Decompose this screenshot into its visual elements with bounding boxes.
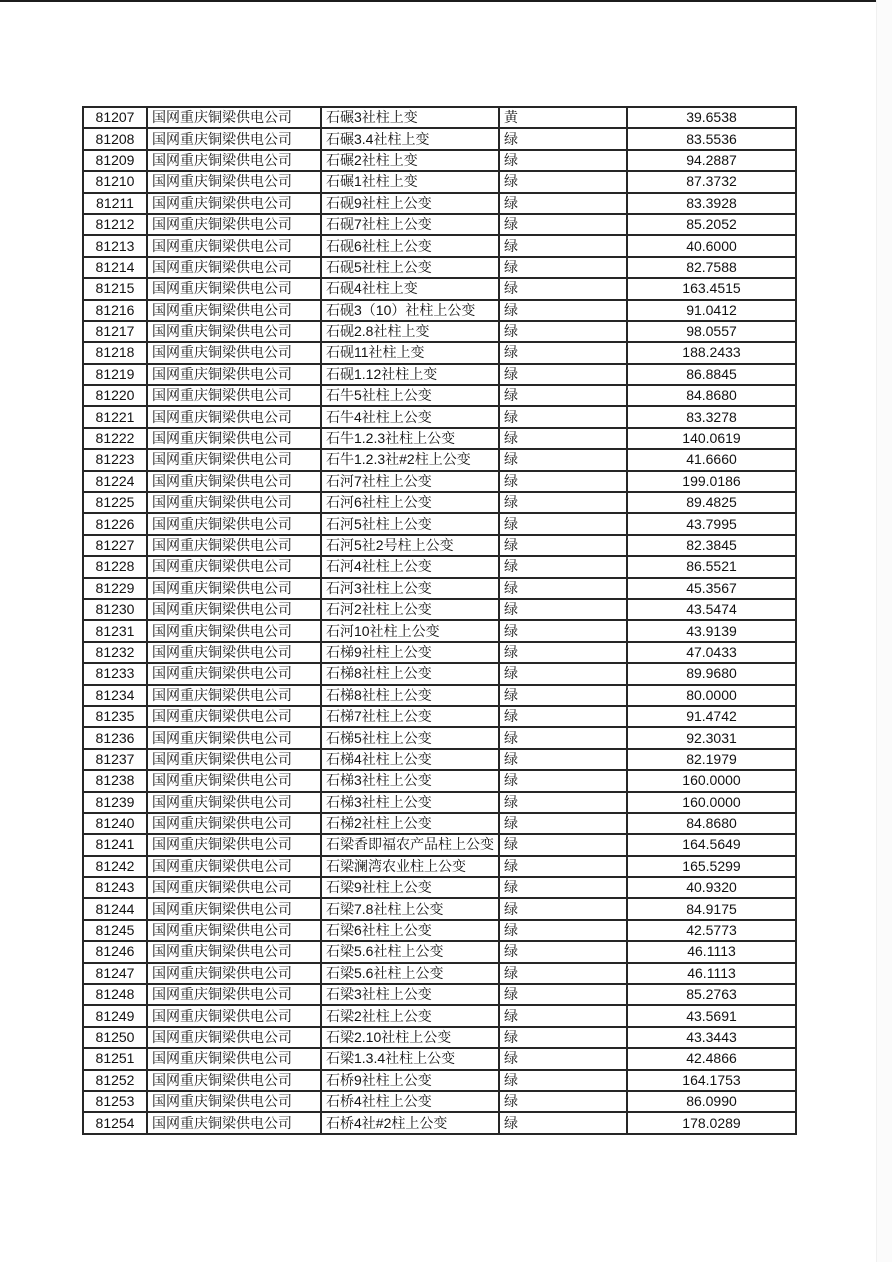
- table-row: [83, 556, 796, 577]
- table-row: [83, 513, 796, 534]
- cell-value: 86.8845: [627, 364, 796, 385]
- cell-company: 国网重庆铜梁供电公司: [147, 834, 321, 855]
- cell-transformer-name: 石砚7社柱上公变: [321, 214, 499, 235]
- table-row: [83, 1027, 796, 1048]
- cell-row-id: 81211: [83, 193, 147, 214]
- cell-row-id: 81224: [83, 471, 147, 492]
- cell-status: 绿: [499, 663, 627, 684]
- cell-company: 国网重庆铜梁供电公司: [147, 556, 321, 577]
- cell-row-id: 81246: [83, 941, 147, 962]
- cell-status: 绿: [499, 1027, 627, 1048]
- cell-status: 绿: [499, 513, 627, 534]
- cell-company: 国网重庆铜梁供电公司: [147, 150, 321, 171]
- cell-transformer-name: 石碾3社柱上变: [321, 107, 499, 128]
- cell-company: 国网重庆铜梁供电公司: [147, 898, 321, 919]
- cell-status: 绿: [499, 471, 627, 492]
- cell-transformer-name: 石桥9社柱上公变: [321, 1070, 499, 1091]
- cell-status: 绿: [499, 1048, 627, 1069]
- cell-company: 国网重庆铜梁供电公司: [147, 471, 321, 492]
- table-row: [83, 235, 796, 256]
- cell-company: 国网重庆铜梁供电公司: [147, 235, 321, 256]
- cell-company: 国网重庆铜梁供电公司: [147, 941, 321, 962]
- cell-value: 85.2052: [627, 214, 796, 235]
- cell-transformer-name: 石梯8社柱上公变: [321, 685, 499, 706]
- table-body: [83, 107, 796, 1134]
- table-row: [83, 257, 796, 278]
- cell-transformer-name: 石梯7社柱上公变: [321, 706, 499, 727]
- table-row: [83, 150, 796, 171]
- cell-value: 91.4742: [627, 706, 796, 727]
- cell-row-id: 81217: [83, 321, 147, 342]
- table-row: [83, 685, 796, 706]
- cell-row-id: 81223: [83, 449, 147, 470]
- cell-value: 199.0186: [627, 471, 796, 492]
- cell-transformer-name: 石砚6社柱上公变: [321, 235, 499, 256]
- cell-value: 45.3567: [627, 578, 796, 599]
- cell-transformer-name: 石桥4社柱上公变: [321, 1091, 499, 1112]
- cell-value: 85.2763: [627, 984, 796, 1005]
- cell-transformer-name: 石梁2.10社柱上公变: [321, 1027, 499, 1048]
- cell-transformer-name: 石梯9社柱上公变: [321, 642, 499, 663]
- cell-row-id: 81250: [83, 1027, 147, 1048]
- cell-transformer-name: 石河3社柱上公变: [321, 578, 499, 599]
- table-row: [83, 856, 796, 877]
- cell-transformer-name: 石河7社柱上公变: [321, 471, 499, 492]
- cell-transformer-name: 石碾1社柱上变: [321, 171, 499, 192]
- cell-value: 86.0990: [627, 1091, 796, 1112]
- cell-company: 国网重庆铜梁供电公司: [147, 1005, 321, 1026]
- cell-transformer-name: 石梁5.6社柱上公变: [321, 941, 499, 962]
- cell-company: 国网重庆铜梁供电公司: [147, 663, 321, 684]
- table-row: [83, 642, 796, 663]
- cell-transformer-name: 石砚5社柱上公变: [321, 257, 499, 278]
- cell-value: 163.4515: [627, 278, 796, 299]
- page-right-edge: [876, 0, 892, 1262]
- cell-transformer-name: 石碾2社柱上变: [321, 150, 499, 171]
- cell-row-id: 81247: [83, 963, 147, 984]
- cell-status: 绿: [499, 1112, 627, 1133]
- table-row: [83, 663, 796, 684]
- cell-company: 国网重庆铜梁供电公司: [147, 963, 321, 984]
- cell-transformer-name: 石梁5.6社柱上公变: [321, 963, 499, 984]
- cell-row-id: 81209: [83, 150, 147, 171]
- table-row: [83, 920, 796, 941]
- cell-row-id: 81215: [83, 278, 147, 299]
- table-row: [83, 1112, 796, 1133]
- cell-row-id: 81227: [83, 535, 147, 556]
- table-row: [83, 107, 796, 128]
- cell-company: 国网重庆铜梁供电公司: [147, 578, 321, 599]
- cell-row-id: 81218: [83, 342, 147, 363]
- cell-row-id: 81245: [83, 920, 147, 941]
- cell-company: 国网重庆铜梁供电公司: [147, 278, 321, 299]
- cell-status: 绿: [499, 278, 627, 299]
- table-row: [83, 193, 796, 214]
- cell-row-id: 81221: [83, 406, 147, 427]
- cell-row-id: 81253: [83, 1091, 147, 1112]
- cell-value: 89.9680: [627, 663, 796, 684]
- cell-transformer-name: 石梁香即福农产品柱上公变: [321, 834, 499, 855]
- cell-value: 80.0000: [627, 685, 796, 706]
- table-row: [83, 300, 796, 321]
- cell-transformer-name: 石砚11社柱上变: [321, 342, 499, 363]
- cell-value: 46.1113: [627, 963, 796, 984]
- table-row: [83, 471, 796, 492]
- table-row: [83, 342, 796, 363]
- table-row: [83, 278, 796, 299]
- cell-value: 40.9320: [627, 877, 796, 898]
- cell-row-id: 81220: [83, 385, 147, 406]
- cell-transformer-name: 石河5社柱上公变: [321, 513, 499, 534]
- cell-status: 绿: [499, 963, 627, 984]
- cell-value: 92.3031: [627, 727, 796, 748]
- cell-row-id: 81249: [83, 1005, 147, 1026]
- cell-row-id: 81243: [83, 877, 147, 898]
- cell-company: 国网重庆铜梁供电公司: [147, 1048, 321, 1069]
- data-table-container: [82, 106, 797, 1135]
- cell-value: 43.9139: [627, 620, 796, 641]
- cell-status: 绿: [499, 685, 627, 706]
- cell-status: 绿: [499, 984, 627, 1005]
- cell-status: 绿: [499, 813, 627, 834]
- cell-transformer-name: 石梁7.8社柱上公变: [321, 898, 499, 919]
- table-row: [83, 1070, 796, 1091]
- cell-company: 国网重庆铜梁供电公司: [147, 406, 321, 427]
- table-row: [83, 449, 796, 470]
- table-row: [83, 214, 796, 235]
- cell-status: 黄: [499, 107, 627, 128]
- cell-transformer-name: 石梯3社柱上公变: [321, 792, 499, 813]
- cell-status: 绿: [499, 1070, 627, 1091]
- table-row: [83, 171, 796, 192]
- cell-company: 国网重庆铜梁供电公司: [147, 364, 321, 385]
- cell-value: 84.8680: [627, 385, 796, 406]
- cell-company: 国网重庆铜梁供电公司: [147, 171, 321, 192]
- cell-transformer-name: 石梁2社柱上公变: [321, 1005, 499, 1026]
- cell-transformer-name: 石砚2.8社柱上变: [321, 321, 499, 342]
- cell-transformer-name: 石河2社柱上公变: [321, 599, 499, 620]
- cell-company: 国网重庆铜梁供电公司: [147, 685, 321, 706]
- cell-value: 188.2433: [627, 342, 796, 363]
- cell-status: 绿: [499, 150, 627, 171]
- cell-value: 82.3845: [627, 535, 796, 556]
- table-row: [83, 727, 796, 748]
- cell-transformer-name: 石牛1.2.3社柱上公变: [321, 428, 499, 449]
- cell-transformer-name: 石梯5社柱上公变: [321, 727, 499, 748]
- cell-value: 94.2887: [627, 150, 796, 171]
- cell-value: 83.5536: [627, 128, 796, 149]
- table-row: [83, 749, 796, 770]
- cell-status: 绿: [499, 920, 627, 941]
- cell-value: 160.0000: [627, 792, 796, 813]
- cell-transformer-name: 石河4社柱上公变: [321, 556, 499, 577]
- cell-company: 国网重庆铜梁供电公司: [147, 984, 321, 1005]
- cell-status: 绿: [499, 128, 627, 149]
- cell-company: 国网重庆铜梁供电公司: [147, 620, 321, 641]
- cell-value: 42.5773: [627, 920, 796, 941]
- cell-transformer-name: 石牛1.2.3社#2柱上公变: [321, 449, 499, 470]
- cell-transformer-name: 石梁澜湾农业柱上公变: [321, 856, 499, 877]
- cell-value: 140.0619: [627, 428, 796, 449]
- cell-status: 绿: [499, 235, 627, 256]
- cell-value: 84.8680: [627, 813, 796, 834]
- cell-company: 国网重庆铜梁供电公司: [147, 856, 321, 877]
- cell-row-id: 81239: [83, 792, 147, 813]
- cell-value: 91.0412: [627, 300, 796, 321]
- table-row: [83, 1091, 796, 1112]
- transformer-load-table: [82, 106, 797, 1135]
- cell-status: 绿: [499, 1091, 627, 1112]
- cell-status: 绿: [499, 556, 627, 577]
- cell-status: 绿: [499, 193, 627, 214]
- cell-transformer-name: 石梁6社柱上公变: [321, 920, 499, 941]
- cell-row-id: 81231: [83, 620, 147, 641]
- cell-value: 43.7995: [627, 513, 796, 534]
- table-row: [83, 898, 796, 919]
- cell-company: 国网重庆铜梁供电公司: [147, 599, 321, 620]
- cell-status: 绿: [499, 406, 627, 427]
- cell-company: 国网重庆铜梁供电公司: [147, 1070, 321, 1091]
- cell-transformer-name: 石砚9社柱上公变: [321, 193, 499, 214]
- cell-row-id: 81219: [83, 364, 147, 385]
- cell-row-id: 81240: [83, 813, 147, 834]
- cell-row-id: 81242: [83, 856, 147, 877]
- table-row: [83, 1048, 796, 1069]
- cell-status: 绿: [499, 727, 627, 748]
- cell-company: 国网重庆铜梁供电公司: [147, 128, 321, 149]
- cell-transformer-name: 石河5社2号柱上公变: [321, 535, 499, 556]
- cell-transformer-name: 石梯4社柱上公变: [321, 749, 499, 770]
- cell-row-id: 81254: [83, 1112, 147, 1133]
- cell-company: 国网重庆铜梁供电公司: [147, 193, 321, 214]
- cell-transformer-name: 石碾3.4社柱上变: [321, 128, 499, 149]
- cell-company: 国网重庆铜梁供电公司: [147, 300, 321, 321]
- cell-status: 绿: [499, 300, 627, 321]
- cell-status: 绿: [499, 535, 627, 556]
- table-row: [83, 578, 796, 599]
- table-row: [83, 941, 796, 962]
- cell-company: 国网重庆铜梁供电公司: [147, 920, 321, 941]
- cell-value: 178.0289: [627, 1112, 796, 1133]
- cell-status: 绿: [499, 578, 627, 599]
- cell-status: 绿: [499, 449, 627, 470]
- cell-row-id: 81216: [83, 300, 147, 321]
- cell-status: 绿: [499, 770, 627, 791]
- table-row: [83, 706, 796, 727]
- cell-value: 164.1753: [627, 1070, 796, 1091]
- cell-status: 绿: [499, 214, 627, 235]
- cell-status: 绿: [499, 856, 627, 877]
- cell-value: 40.6000: [627, 235, 796, 256]
- cell-status: 绿: [499, 257, 627, 278]
- cell-transformer-name: 石梯8社柱上公变: [321, 663, 499, 684]
- table-row: [83, 620, 796, 641]
- cell-row-id: 81233: [83, 663, 147, 684]
- cell-row-id: 81207: [83, 107, 147, 128]
- cell-transformer-name: 石梁9社柱上公变: [321, 877, 499, 898]
- table-row: [83, 321, 796, 342]
- table-row: [83, 364, 796, 385]
- cell-value: 46.1113: [627, 941, 796, 962]
- cell-status: 绿: [499, 941, 627, 962]
- cell-value: 43.5691: [627, 1005, 796, 1026]
- cell-value: 43.3443: [627, 1027, 796, 1048]
- cell-value: 82.7588: [627, 257, 796, 278]
- cell-transformer-name: 石牛4社柱上公变: [321, 406, 499, 427]
- cell-value: 82.1979: [627, 749, 796, 770]
- cell-company: 国网重庆铜梁供电公司: [147, 770, 321, 791]
- cell-row-id: 81241: [83, 834, 147, 855]
- cell-transformer-name: 石砚4社柱上变: [321, 278, 499, 299]
- cell-company: 国网重庆铜梁供电公司: [147, 257, 321, 278]
- cell-value: 39.6538: [627, 107, 796, 128]
- cell-company: 国网重庆铜梁供电公司: [147, 513, 321, 534]
- cell-value: 165.5299: [627, 856, 796, 877]
- table-row: [83, 535, 796, 556]
- cell-transformer-name: 石河6社柱上公变: [321, 492, 499, 513]
- cell-company: 国网重庆铜梁供电公司: [147, 877, 321, 898]
- cell-row-id: 81226: [83, 513, 147, 534]
- cell-company: 国网重庆铜梁供电公司: [147, 107, 321, 128]
- cell-status: 绿: [499, 792, 627, 813]
- cell-transformer-name: 石牛5社柱上公变: [321, 385, 499, 406]
- cell-value: 164.5649: [627, 834, 796, 855]
- cell-row-id: 81228: [83, 556, 147, 577]
- cell-value: 98.0557: [627, 321, 796, 342]
- cell-row-id: 81214: [83, 257, 147, 278]
- cell-value: 160.0000: [627, 770, 796, 791]
- table-row: [83, 792, 796, 813]
- cell-transformer-name: 石砚1.12社柱上变: [321, 364, 499, 385]
- cell-status: 绿: [499, 834, 627, 855]
- cell-row-id: 81236: [83, 727, 147, 748]
- cell-row-id: 81222: [83, 428, 147, 449]
- cell-company: 国网重庆铜梁供电公司: [147, 642, 321, 663]
- cell-status: 绿: [499, 321, 627, 342]
- cell-row-id: 81230: [83, 599, 147, 620]
- cell-status: 绿: [499, 385, 627, 406]
- cell-row-id: 81251: [83, 1048, 147, 1069]
- cell-value: 86.5521: [627, 556, 796, 577]
- cell-company: 国网重庆铜梁供电公司: [147, 813, 321, 834]
- cell-row-id: 81210: [83, 171, 147, 192]
- cell-row-id: 81208: [83, 128, 147, 149]
- table-row: [83, 428, 796, 449]
- cell-status: 绿: [499, 642, 627, 663]
- cell-value: 84.9175: [627, 898, 796, 919]
- cell-status: 绿: [499, 171, 627, 192]
- cell-value: 83.3928: [627, 193, 796, 214]
- cell-company: 国网重庆铜梁供电公司: [147, 449, 321, 470]
- cell-row-id: 81235: [83, 706, 147, 727]
- cell-value: 83.3278: [627, 406, 796, 427]
- cell-company: 国网重庆铜梁供电公司: [147, 535, 321, 556]
- cell-status: 绿: [499, 364, 627, 385]
- cell-status: 绿: [499, 898, 627, 919]
- cell-row-id: 81229: [83, 578, 147, 599]
- cell-transformer-name: 石梁1.3.4社柱上公变: [321, 1048, 499, 1069]
- cell-row-id: 81244: [83, 898, 147, 919]
- cell-company: 国网重庆铜梁供电公司: [147, 342, 321, 363]
- table-row: [83, 385, 796, 406]
- cell-company: 国网重庆铜梁供电公司: [147, 727, 321, 748]
- table-row: [83, 770, 796, 791]
- cell-status: 绿: [499, 1005, 627, 1026]
- cell-company: 国网重庆铜梁供电公司: [147, 1027, 321, 1048]
- cell-transformer-name: 石河10社柱上公变: [321, 620, 499, 641]
- table-row: [83, 877, 796, 898]
- cell-company: 国网重庆铜梁供电公司: [147, 214, 321, 235]
- cell-company: 国网重庆铜梁供电公司: [147, 1091, 321, 1112]
- cell-row-id: 81237: [83, 749, 147, 770]
- cell-status: 绿: [499, 492, 627, 513]
- table-row: [83, 963, 796, 984]
- cell-company: 国网重庆铜梁供电公司: [147, 321, 321, 342]
- cell-company: 国网重庆铜梁供电公司: [147, 428, 321, 449]
- table-row: [83, 1005, 796, 1026]
- cell-value: 42.4866: [627, 1048, 796, 1069]
- cell-row-id: 81252: [83, 1070, 147, 1091]
- cell-value: 43.5474: [627, 599, 796, 620]
- cell-company: 国网重庆铜梁供电公司: [147, 492, 321, 513]
- cell-value: 41.6660: [627, 449, 796, 470]
- table-row: [83, 128, 796, 149]
- cell-transformer-name: 石砚3（10）社柱上公变: [321, 300, 499, 321]
- cell-status: 绿: [499, 620, 627, 641]
- cell-value: 87.3732: [627, 171, 796, 192]
- cell-company: 国网重庆铜梁供电公司: [147, 749, 321, 770]
- cell-company: 国网重庆铜梁供电公司: [147, 1112, 321, 1133]
- cell-status: 绿: [499, 342, 627, 363]
- cell-row-id: 81238: [83, 770, 147, 791]
- cell-status: 绿: [499, 706, 627, 727]
- cell-company: 国网重庆铜梁供电公司: [147, 385, 321, 406]
- cell-transformer-name: 石梯3社柱上公变: [321, 770, 499, 791]
- cell-row-id: 81248: [83, 984, 147, 1005]
- table-row: [83, 834, 796, 855]
- cell-company: 国网重庆铜梁供电公司: [147, 706, 321, 727]
- cell-value: 47.0433: [627, 642, 796, 663]
- table-row: [83, 813, 796, 834]
- table-row: [83, 984, 796, 1005]
- page-top-rule: [0, 0, 876, 2]
- cell-status: 绿: [499, 599, 627, 620]
- cell-transformer-name: 石梁3社柱上公变: [321, 984, 499, 1005]
- cell-value: 89.4825: [627, 492, 796, 513]
- cell-row-id: 81232: [83, 642, 147, 663]
- cell-status: 绿: [499, 749, 627, 770]
- cell-transformer-name: 石桥4社#2柱上公变: [321, 1112, 499, 1133]
- table-row: [83, 492, 796, 513]
- cell-status: 绿: [499, 877, 627, 898]
- cell-status: 绿: [499, 428, 627, 449]
- cell-row-id: 81212: [83, 214, 147, 235]
- cell-row-id: 81234: [83, 685, 147, 706]
- table-row: [83, 406, 796, 427]
- cell-row-id: 81225: [83, 492, 147, 513]
- table-row: [83, 599, 796, 620]
- cell-company: 国网重庆铜梁供电公司: [147, 792, 321, 813]
- cell-transformer-name: 石梯2社柱上公变: [321, 813, 499, 834]
- cell-row-id: 81213: [83, 235, 147, 256]
